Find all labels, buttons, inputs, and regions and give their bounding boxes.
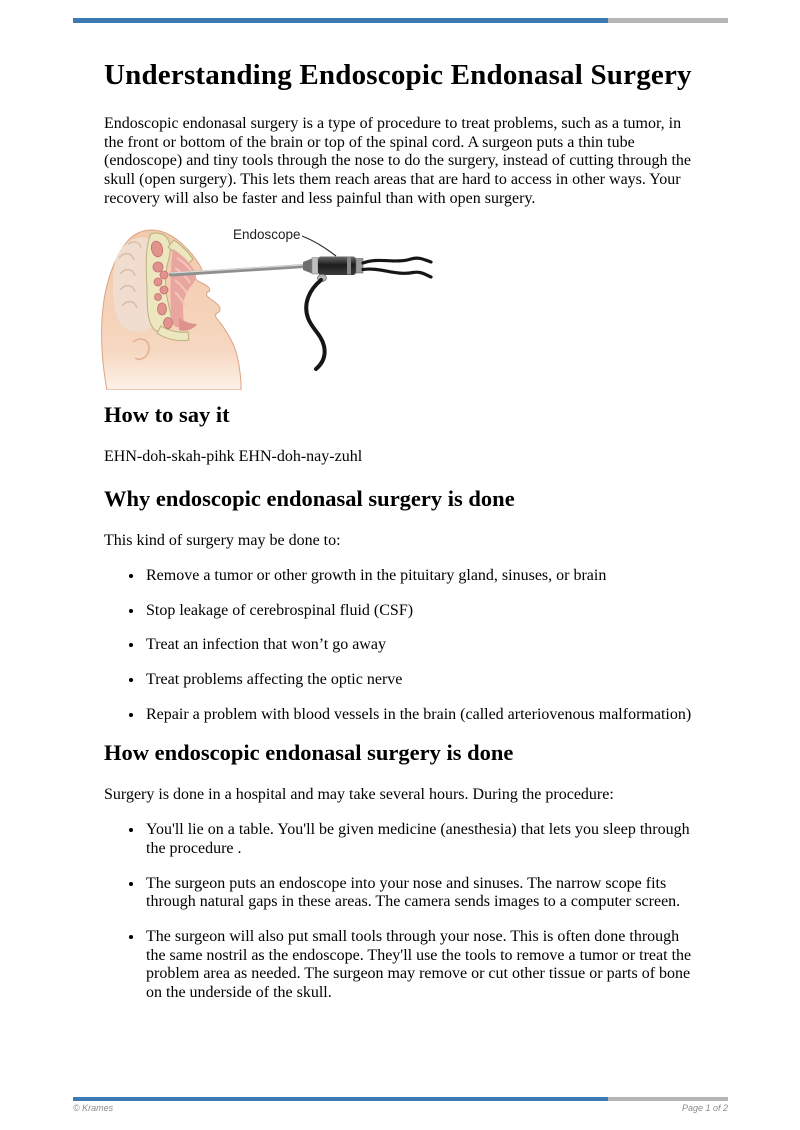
- endoscope-light-cable: [306, 280, 324, 369]
- copyright-text: © Krames: [73, 1103, 114, 1113]
- list-item: • Remove a tumor or other growth in the pituitary gland, sinuses, or brain: [144, 567, 697, 586]
- endoscope-cable-right-upper: [363, 258, 431, 263]
- endoscope-label-pointer-line: [302, 236, 336, 256]
- endoscope-eyepiece-cone: [303, 258, 312, 273]
- page-number: Page 1 of 2: [681, 1103, 728, 1113]
- list-item: • The surgeon will also put small tools through your nose. This is often done through the same nostril as the endoscope. They'll use the tools to remove a tumor or treat the problem area as needed. The surgeon may remove or cut other tissue or parts of bone on the underside of the skull.: [144, 928, 697, 1003]
- heading-how-to-say-it: How to say it: [104, 401, 230, 427]
- list-item: • Treat problems affecting the optic nerve: [144, 671, 697, 690]
- page-footer: [73, 1097, 728, 1113]
- how-bullet-list: [104, 821, 697, 1003]
- how-section-lead: Surgery is done in a hospital and may take several hours. During the procedure:: [104, 786, 614, 804]
- list-item: • Repair a problem with blood vessels in the brain (called arteriovenous malformation): [144, 706, 697, 725]
- pronunciation-text: EHN-doh-skah-pihk EHN-doh-nay-zuhl: [104, 447, 363, 465]
- heading-why-surgery-done: Why endoscopic endonasal surgery is done: [104, 486, 515, 512]
- endoscope-illustration: [95, 222, 435, 390]
- head-cross-section-figure: [95, 222, 435, 390]
- endoscope-cable-right-lower: [363, 269, 431, 277]
- footer-text-row: [73, 1103, 728, 1113]
- footer-bar-gray-segment: [608, 1097, 728, 1101]
- list-item: • The surgeon puts an endoscope into your nose and sinuses. The narrow scope fits through natural gaps in these areas. The camera sends images to a computer screen.: [144, 875, 697, 912]
- article-content: [104, 23, 697, 1003]
- endoscope-label: Endoscope: [233, 226, 301, 242]
- heading-how-surgery-done: How endoscopic endonasal surgery is done: [104, 740, 514, 766]
- list-item: • You'll lie on a table. You'll be given medicine (anesthesia) that lets you sleep through the procedure .: [144, 821, 697, 858]
- list-item: • Stop leakage of cerebrospinal fluid (CSF): [144, 602, 697, 621]
- why-section-lead: This kind of surgery may be done to:: [104, 532, 341, 550]
- intro-paragraph: Endoscopic endonasal surgery is a type of procedure to treat problems, such as a tumor, in the front or bottom of the brain or top of the spinal cord. A surgeon puts a thin tube (endoscope) and tiny tools through the nose to do the surgery, instead of cutting through the skull (open surgery). This lets them reach areas that are hard to access in other ways. Your recovery will also be faster and less painful than with open surgery.: [104, 115, 691, 207]
- list-item: • Treat an infection that won’t go away: [144, 636, 697, 655]
- page-title: Understanding Endoscopic Endonasal Surgery: [104, 59, 692, 91]
- footer-divider-bar: [73, 1097, 728, 1101]
- footer-bar-blue-segment: [73, 1097, 608, 1101]
- why-bullet-list: [104, 567, 697, 725]
